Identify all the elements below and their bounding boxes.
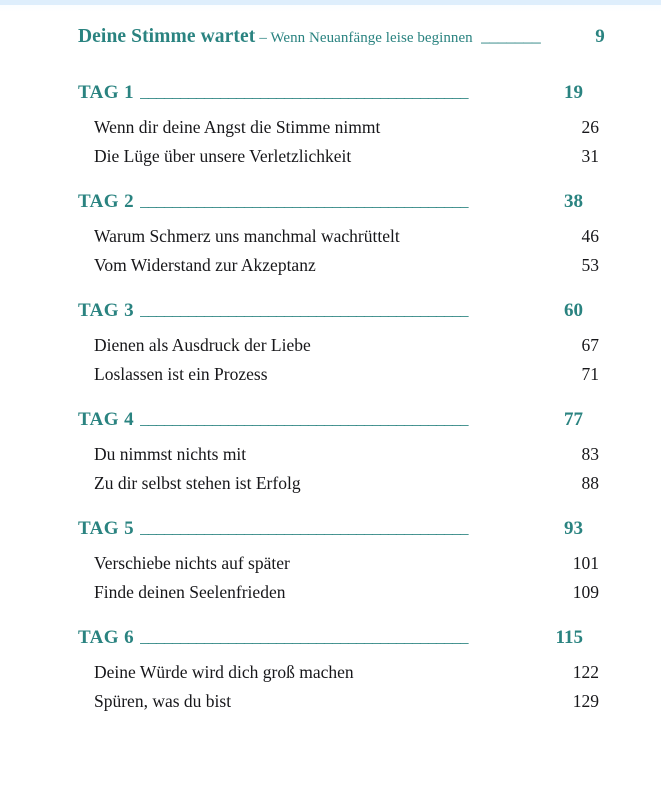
toc-entry-page-number: 71 (581, 364, 599, 384)
toc-section (78, 300, 599, 385)
toc-section-heading-row[interactable] (78, 627, 583, 649)
toc-entry-page-number: 129 (572, 691, 599, 711)
toc-entry-title: Warum Schmerz uns manchmal wachrüttelt (94, 226, 400, 246)
toc-entry-title: Die Lüge über unsere Verletzlichkeit (94, 146, 352, 166)
toc-section-page-number: 115 (555, 627, 583, 648)
toc-leader: _________________________________________ (140, 627, 469, 646)
toc-entry-title: Vom Widerstand zur Akzeptanz (94, 255, 316, 275)
toc-leader: _________________________________________ (140, 518, 469, 537)
toc-section-heading: TAG 2 (78, 191, 135, 212)
toc-section-heading: TAG 4 (78, 409, 135, 430)
toc-entry-row[interactable] (78, 662, 599, 683)
toc-section-page-number: 38 (564, 191, 583, 212)
toc-entry-row[interactable] (78, 691, 599, 712)
toc-entry-row[interactable] (78, 444, 599, 465)
toc-entry-row[interactable] (78, 553, 599, 574)
toc-section (78, 82, 599, 167)
toc-entry-title: Wenn dir deine Angst die Stimme nimmt (94, 117, 381, 137)
toc-entry-row[interactable] (78, 146, 599, 167)
toc-entry-row[interactable] (78, 335, 599, 356)
toc-intro-page-number: 9 (595, 26, 605, 47)
toc-entry-title: Du nimmst nichts mit (94, 444, 247, 464)
toc-section (78, 518, 599, 603)
toc-entry-title: Loslassen ist ein Prozess (94, 364, 268, 384)
toc-section-heading: TAG 5 (78, 518, 135, 539)
toc-entry-row[interactable] (78, 255, 599, 276)
toc-intro-label (78, 26, 473, 48)
toc-entry-page-number: 31 (581, 146, 599, 166)
toc-entry-title: Dienen als Ausdruck der Liebe (94, 335, 311, 355)
toc-entry-page-number: 122 (572, 662, 599, 682)
toc-leader: _________________________________________ (140, 409, 469, 428)
toc-entry-row[interactable] (78, 364, 599, 385)
toc-leader: _________________________________________ (140, 191, 469, 210)
toc-entry-title: Spüren, was du bist (94, 691, 232, 711)
toc-section-page-number: 77 (564, 409, 583, 430)
toc-section-heading-row[interactable] (78, 82, 583, 104)
toc-section-heading-row[interactable] (78, 300, 583, 322)
toc-intro-row[interactable] (78, 25, 605, 48)
toc-entry-page-number: 101 (572, 553, 599, 573)
toc-section-page-number: 19 (564, 82, 583, 103)
toc-section-heading-row[interactable] (78, 191, 583, 213)
toc-section-page-number: 93 (564, 518, 583, 539)
toc-entry-page-number: 67 (581, 335, 599, 355)
toc-section-page-number: 60 (564, 300, 583, 321)
toc-intro-subtitle: – Wenn Neuanfänge leise beginnen (259, 30, 473, 46)
toc-section (78, 409, 599, 494)
toc-intro-leader: _______ (480, 25, 541, 45)
toc-entry-page-number: 88 (581, 473, 599, 493)
toc-entry-title: Zu dir selbst stehen ist Erfolg (94, 473, 301, 493)
toc-intro-title: Deine Stimme wartet (78, 26, 256, 47)
toc-entry-page-number: 109 (572, 582, 599, 602)
toc-section-heading: TAG 6 (78, 627, 135, 648)
toc-entry-title: Verschiebe nichts auf später (94, 553, 290, 573)
toc-entry-title: Finde deinen Seelenfrieden (94, 582, 286, 602)
toc-entry-page-number: 53 (581, 255, 599, 275)
toc-leader: _________________________________________ (140, 300, 469, 319)
toc-entry-page-number: 26 (581, 117, 599, 137)
toc-entry-row[interactable] (78, 582, 599, 603)
toc-section (78, 191, 599, 276)
toc-entry-row[interactable] (78, 117, 599, 138)
toc-section (78, 627, 599, 712)
toc-entry-page-number: 83 (581, 444, 599, 464)
toc-section-heading-row[interactable] (78, 518, 583, 540)
toc-entry-page-number: 46 (581, 226, 599, 246)
toc-section-heading: TAG 1 (78, 82, 135, 103)
toc-entry-row[interactable] (78, 226, 599, 247)
table-of-contents (78, 25, 605, 720)
toc-entry-row[interactable] (78, 473, 599, 494)
toc-entry-title: Deine Würde wird dich groß machen (94, 662, 354, 682)
toc-section-heading-row[interactable] (78, 409, 583, 431)
toc-section-heading: TAG 3 (78, 300, 135, 321)
toc-leader: _________________________________________ (140, 82, 469, 101)
